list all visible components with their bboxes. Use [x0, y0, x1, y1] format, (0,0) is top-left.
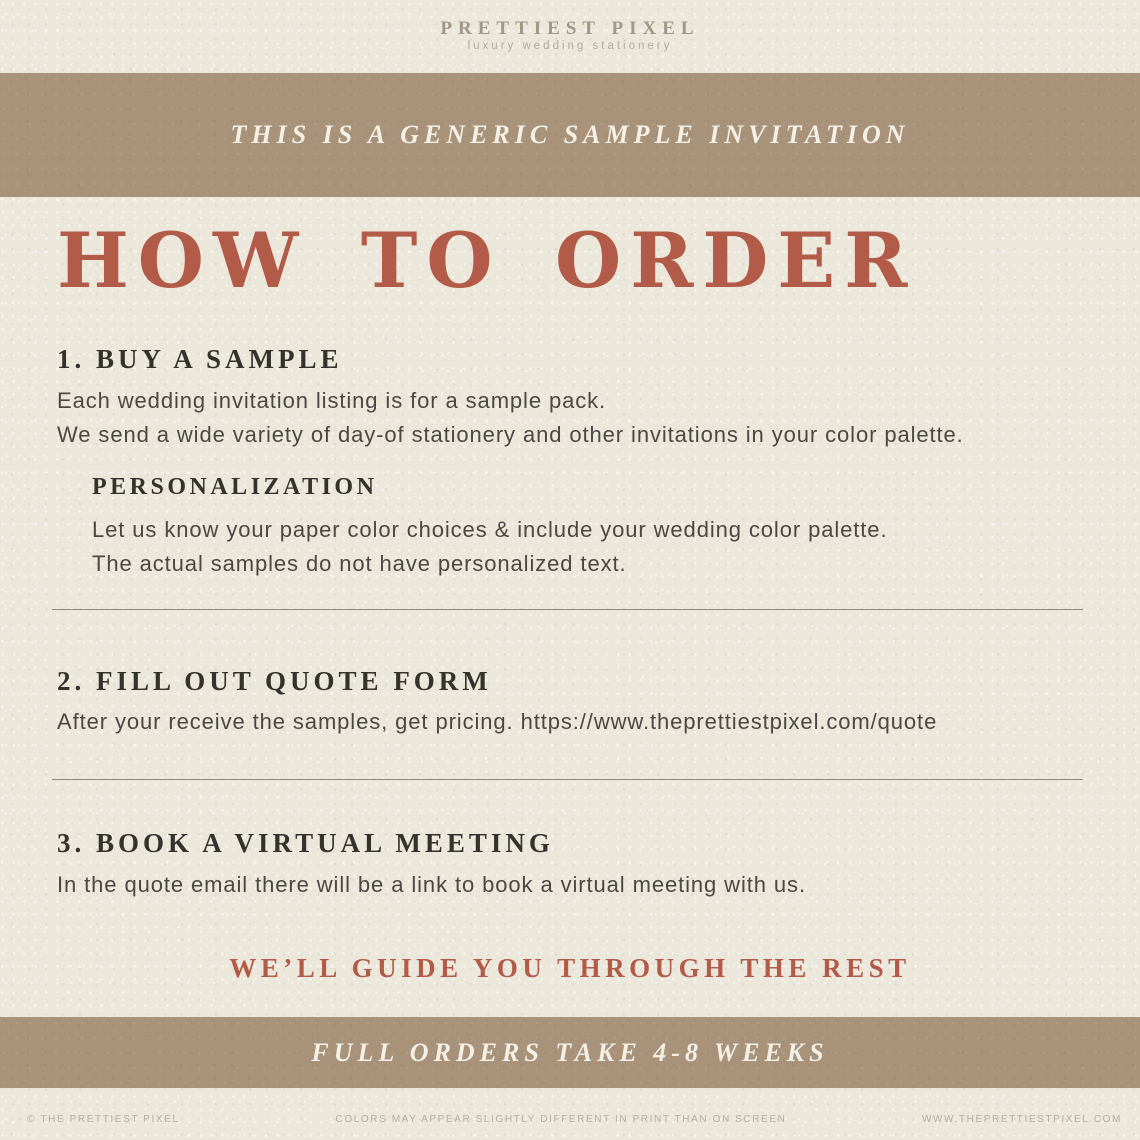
personalization-line-1: Let us know your paper color choices & include your wedding color palette. — [92, 517, 888, 542]
step-2-line-1: After your receive the samples, get pricing. https://www.theprettiestpixel.com/quote — [57, 709, 938, 734]
page-title: HOW TO ORDER — [57, 216, 917, 305]
top-banner — [0, 73, 1140, 197]
step-3-heading: 3. BOOK A VIRTUAL MEETING — [57, 828, 554, 858]
bottom-banner-text: FULL ORDERS TAKE 4-8 WEEKS — [311, 1037, 829, 1067]
cta-text: WE’LL GUIDE YOU THROUGH THE REST — [229, 953, 911, 983]
footer — [0, 1114, 1140, 1130]
step-1-line-1: Each wedding invitation listing is for a sample pack. — [57, 388, 607, 413]
divider — [52, 609, 1083, 610]
footer-copyright: - © THE PRETTIEST PIXEL — [18, 1114, 180, 1125]
step-2-heading: 2. FILL OUT QUOTE FORM — [57, 666, 492, 696]
personalization-line-2: The actual samples do not have personalized text. — [92, 551, 627, 576]
divider — [52, 779, 1083, 780]
step-3-line-1: In the quote email there will be a link to book a virtual meeting with us. — [57, 872, 806, 897]
footer-disclaimer: COLORS MAY APPEAR SLIGHTLY DIFFERENT IN PRINT THAN ON SCREEN — [335, 1114, 787, 1125]
brand-name: PRETTIEST PIXEL — [440, 18, 700, 39]
step-1-heading: 1. BUY A SAMPLE — [57, 344, 343, 374]
brand-tagline: luxury wedding stationery — [467, 40, 673, 52]
step-1-line-2: We send a wide variety of day-of stationery and other invitations in your color palette. — [57, 422, 964, 447]
footer-website: WWW.THEPRETTIESTPIXEL.COM — [921, 1114, 1122, 1125]
bottom-banner — [0, 1017, 1140, 1088]
top-banner-text: THIS IS A GENERIC SAMPLE INVITATION — [230, 120, 910, 149]
personalization-heading: PERSONALIZATION — [92, 474, 378, 500]
